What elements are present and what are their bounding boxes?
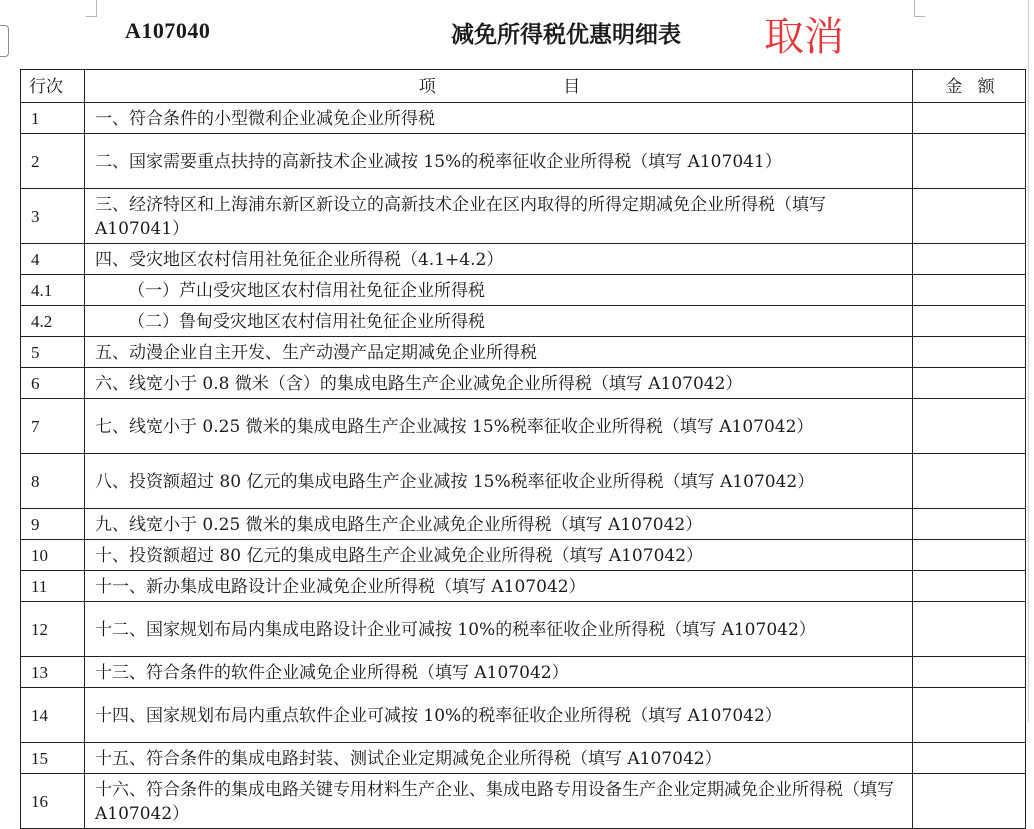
table-row — [21, 368, 1026, 399]
row-number: 13 — [21, 657, 85, 688]
header-amount — [913, 70, 1026, 103]
table-row — [21, 540, 1026, 571]
form-title: 减免所得税优惠明细表 — [451, 21, 681, 48]
row-item — [85, 454, 913, 509]
row-item-text: （二）鲁甸受灾地区农村信用社免征企业所得税 — [128, 312, 485, 332]
row-amount-cell[interactable] — [913, 368, 1026, 399]
row-item — [85, 399, 913, 454]
row-item-text: 十二、国家规划布局内集成电路设计企业可减按 10%的税率征收企业所得税（填写 A107042） — [95, 620, 816, 640]
row-amount-cell[interactable] — [913, 509, 1026, 540]
header-amount-label: 金额 — [945, 77, 1010, 97]
table-row — [21, 337, 1026, 368]
page-right-edge — [1028, 0, 1029, 722]
row-item-text: 十五、符合条件的集成电路封装、测试企业定期减免企业所得税（填写 A107042） — [95, 749, 722, 769]
table-row — [21, 103, 1026, 134]
table-row — [21, 454, 1026, 509]
row-item-text: 十、投资额超过 80 亿元的集成电路生产企业减免企业所得税（填写 A107042） — [95, 546, 704, 566]
tax-reduction-detail-table — [20, 69, 1026, 829]
row-item-text: 五、动漫企业自主开发、生产动漫产品定期减免企业所得税 — [95, 343, 537, 363]
row-amount-cell[interactable] — [913, 454, 1026, 509]
row-number: 5 — [21, 337, 85, 368]
row-item — [85, 244, 913, 275]
row-number: 8 — [21, 454, 85, 509]
row-item-text: 八、投资额超过 80 亿元的集成电路生产企业减按 15%税率征收企业所得税（填写 A107042） — [95, 472, 815, 492]
row-number: 4.2 — [21, 306, 85, 337]
row-number: 6 — [21, 368, 85, 399]
table-row — [21, 688, 1026, 743]
row-item-text: 三、经济特区和上海浦东新区新设立的高新技术企业在区内取得的所得定期减免企业所得税（填写 A107041） — [95, 195, 826, 239]
row-item — [85, 657, 913, 688]
row-item — [85, 134, 913, 189]
row-number: 12 — [21, 602, 85, 657]
row-number: 15 — [21, 743, 85, 774]
row-amount-cell[interactable] — [913, 275, 1026, 306]
table-header-row — [21, 70, 1026, 103]
row-item — [85, 306, 913, 337]
row-number: 11 — [21, 571, 85, 602]
row-item-text: 九、线宽小于 0.25 微米的集成电路生产企业减免企业所得税（填写 A107042） — [95, 515, 703, 535]
row-item-text: 十六、符合条件的集成电路关键专用材料生产企业、集成电路专用设备生产企业定期减免企业所得税（填写 A107042） — [95, 780, 894, 824]
row-number: 1 — [21, 103, 85, 134]
row-number: 4.1 — [21, 275, 85, 306]
row-amount-cell[interactable] — [913, 774, 1026, 829]
row-item-text: 十三、符合条件的软件企业减免企业所得税（填写 A107042） — [95, 663, 569, 683]
row-amount-cell[interactable] — [913, 602, 1026, 657]
row-item-text: 四、受灾地区农村信用社免征企业所得税（4.1+4.2） — [95, 250, 504, 270]
row-item-text: 六、线宽小于 0.8 微米（含）的集成电路生产企业减免企业所得税（填写 A107042） — [95, 374, 743, 394]
row-item-text: 一、符合条件的小型微利企业减免企业所得税 — [95, 109, 435, 129]
row-item — [85, 688, 913, 743]
table-row — [21, 602, 1026, 657]
form-code: A107040 — [125, 18, 211, 43]
header-row-no: 行次 — [21, 70, 85, 103]
cancel-button[interactable]: 取消 — [764, 14, 844, 60]
row-item-text: 十四、国家规划布局内重点软件企业可减按 10%的税率征收企业所得税（填写 A107042） — [95, 706, 782, 726]
crop-mark-top-right — [914, 0, 925, 17]
row-item — [85, 337, 913, 368]
row-number: 14 — [21, 688, 85, 743]
table-row — [21, 306, 1026, 337]
row-item — [85, 774, 913, 829]
row-number: 7 — [21, 399, 85, 454]
row-amount-cell[interactable] — [913, 540, 1026, 571]
row-item — [85, 368, 913, 399]
row-item — [85, 743, 913, 774]
row-item — [85, 571, 913, 602]
row-item — [85, 540, 913, 571]
left-edge-handle[interactable] — [0, 25, 9, 57]
table-row — [21, 244, 1026, 275]
table-row — [21, 657, 1026, 688]
table-row — [21, 774, 1026, 829]
crop-mark-top-left — [86, 0, 97, 17]
table-row — [21, 509, 1026, 540]
row-amount-cell[interactable] — [913, 103, 1026, 134]
row-item-text: 十一、新办集成电路设计企业减免企业所得税（填写 A107042） — [95, 577, 586, 597]
row-amount-cell[interactable] — [913, 688, 1026, 743]
table-row — [21, 571, 1026, 602]
row-amount-cell[interactable] — [913, 189, 1026, 244]
row-item-text: 二、国家需要重点扶持的高新技术企业减按 15%的税率征收企业所得税（填写 A107041） — [95, 152, 782, 172]
row-number: 9 — [21, 509, 85, 540]
row-amount-cell[interactable] — [913, 244, 1026, 275]
row-item — [85, 103, 913, 134]
row-amount-cell[interactable] — [913, 399, 1026, 454]
row-number: 3 — [21, 189, 85, 244]
row-item-text: （一）芦山受灾地区农村信用社免征企业所得税 — [128, 281, 485, 301]
row-amount-cell[interactable] — [913, 571, 1026, 602]
row-number: 4 — [21, 244, 85, 275]
row-item — [85, 602, 913, 657]
table-row — [21, 399, 1026, 454]
row-item — [85, 509, 913, 540]
table-body — [21, 103, 1026, 829]
row-amount-cell[interactable] — [913, 337, 1026, 368]
table-row — [21, 134, 1026, 189]
row-item — [85, 275, 913, 306]
row-number: 10 — [21, 540, 85, 571]
header-item: 项目 — [85, 70, 913, 103]
table-row — [21, 743, 1026, 774]
table-row — [21, 275, 1026, 306]
row-item-text: 七、线宽小于 0.25 微米的集成电路生产企业减按 15%税率征收企业所得税（填写 A107042） — [95, 417, 814, 437]
row-amount-cell[interactable] — [913, 657, 1026, 688]
row-number: 16 — [21, 774, 85, 829]
table-row — [21, 189, 1026, 244]
row-item — [85, 189, 913, 244]
row-number: 2 — [21, 134, 85, 189]
row-amount-cell[interactable] — [913, 134, 1026, 189]
row-amount-cell[interactable] — [913, 306, 1026, 337]
row-amount-cell[interactable] — [913, 743, 1026, 774]
